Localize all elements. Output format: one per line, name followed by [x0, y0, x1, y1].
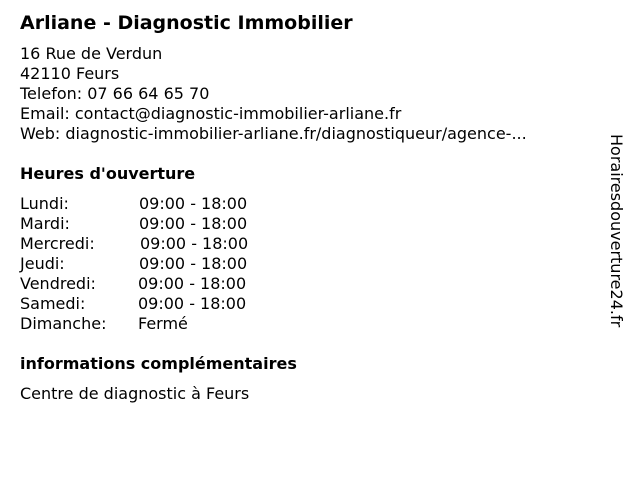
- time-value: 09:00 - 18:00: [139, 194, 248, 213]
- day-label: Jeudi:: [20, 254, 65, 273]
- email-address[interactable]: Email: contact@diagnostic-immobilier-arliane.fr: [20, 104, 402, 123]
- hours-heading: Heures d'ouverture: [20, 164, 196, 183]
- website-link[interactable]: Web: diagnostic-immobilier-arliane.fr/diagnostiqueur/agence-...: [20, 124, 527, 143]
- hours-row-jeudi: [20, 254, 320, 274]
- business-name: Arliane - Diagnostic Immobilier: [20, 12, 353, 34]
- street-address: 16 Rue de Verdun: [20, 44, 163, 63]
- day-label: Mardi:: [20, 214, 70, 233]
- time-value: 09:00 - 18:00: [139, 254, 248, 273]
- day-label: Mercredi:: [20, 234, 95, 253]
- opening-hours-table: [20, 194, 320, 334]
- hours-row-samedi: [20, 294, 320, 314]
- hours-row-vendredi: [20, 274, 320, 294]
- time-value: Fermé: [138, 314, 188, 333]
- hours-row-mercredi: [20, 234, 320, 254]
- day-label: Dimanche:: [20, 314, 107, 333]
- time-value: 09:00 - 18:00: [138, 274, 247, 293]
- contact-block: [20, 44, 527, 144]
- day-label: Vendredi:: [20, 274, 96, 293]
- time-value: 09:00 - 18:00: [139, 214, 248, 233]
- time-value: 09:00 - 18:00: [138, 294, 247, 313]
- time-value: 09:00 - 18:00: [140, 234, 249, 253]
- hours-row-lundi: [20, 194, 320, 214]
- day-label: Samedi:: [20, 294, 86, 313]
- info-heading: informations complémentaires: [20, 354, 297, 373]
- info-description: Centre de diagnostic à Feurs: [20, 384, 250, 403]
- hours-row-mardi: [20, 214, 320, 234]
- day-label: Lundi:: [20, 194, 69, 213]
- site-watermark: Horairesdouverture24.fr: [607, 134, 626, 328]
- phone-number[interactable]: Telefon: 07 66 64 65 70: [20, 84, 210, 103]
- city-postal: 42110 Feurs: [20, 64, 120, 83]
- hours-row-dimanche: [20, 314, 320, 334]
